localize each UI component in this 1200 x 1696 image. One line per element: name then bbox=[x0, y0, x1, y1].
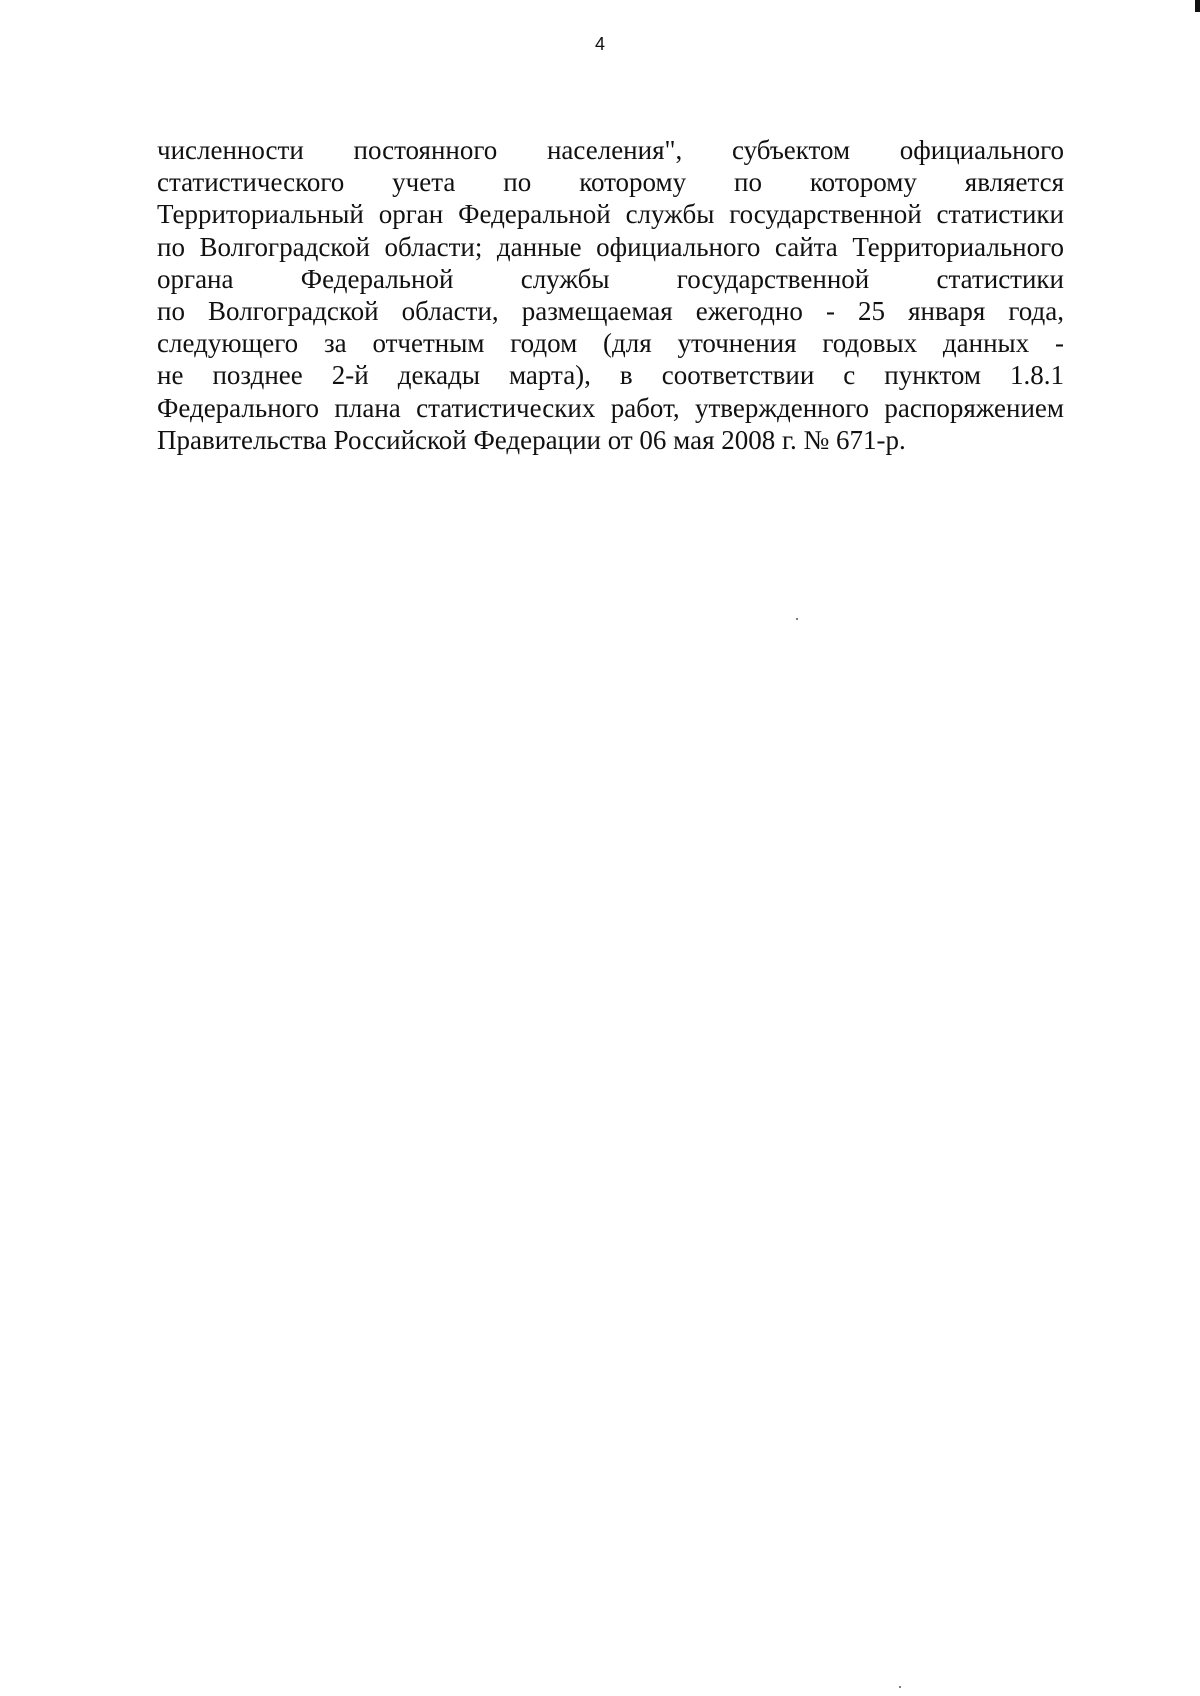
page-number: 4 bbox=[594, 34, 605, 54]
paragraph-line: не позднее 2-й декады марта), в соответствии с пунктом 1.8.1 bbox=[157, 360, 1064, 391]
scan-speck bbox=[796, 618, 798, 620]
scan-edge-mark bbox=[1195, 0, 1200, 12]
paragraph-line: Федерального плана статистических работ, утвержденного распоряжением bbox=[157, 392, 1064, 423]
paragraph-line: Правительства Российской Федерации от 06 мая 2008 г. № 671-р. bbox=[157, 424, 906, 455]
paragraph-line: Территориальный орган Федеральной службы государственной статистики bbox=[157, 199, 1064, 230]
paragraph-line: по Волгоградской области; данные официального сайта Территориального bbox=[157, 231, 1064, 262]
paragraph-line: следующего за отчетным годом (для уточнения годовых данных - bbox=[157, 328, 1064, 359]
paragraph-line: органа Федеральной службы государственной статистики bbox=[157, 263, 1064, 294]
body-paragraph bbox=[157, 134, 1064, 456]
scan-speck bbox=[899, 1686, 901, 1688]
paragraph-line: по Волгоградской области, размещаемая ежегодно - 25 января года, bbox=[157, 296, 1064, 327]
paragraph-line: статистического учета по которому по которому является bbox=[157, 167, 1064, 198]
paragraph-line: численности постоянного населения", субъектом официального bbox=[157, 135, 1064, 165]
